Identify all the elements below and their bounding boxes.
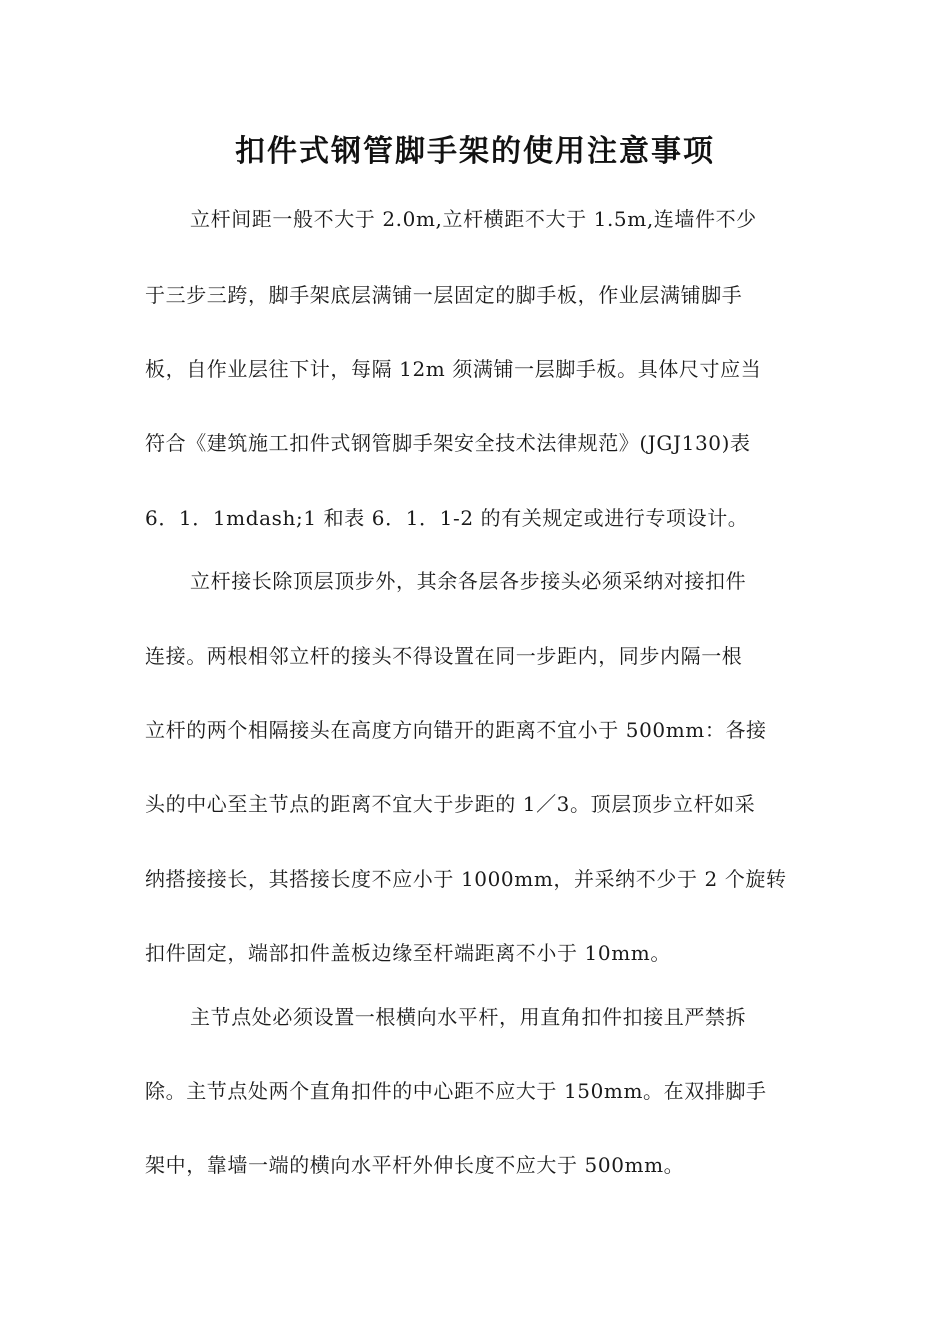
- paragraph-2-line-2: 连接。两根相邻立杆的接头不得设置在同一步距内，同步内隔一根: [145, 644, 743, 668]
- paragraph-1-line-2: 于三步三跨，脚手架底层满铺一层固定的脚手板，作业层满铺脚手: [145, 283, 743, 307]
- paragraph-1-line-1: 立杆间距一般不大于 2.0m,立杆横距不大于 1.5m,连墙件不少: [190, 207, 757, 231]
- paragraph-2-line-6: 扣件固定，端部扣件盖板边缘至杆端距离不小于 10mm。: [145, 941, 671, 965]
- paragraph-2-line-1: 立杆接长除顶层顶步外，其余各层各步接头必须采纳对接扣件: [190, 569, 747, 593]
- paragraph-2-line-3: 立杆的两个相隔接头在高度方向错开的距离不宜小于 500mm：各接: [145, 718, 767, 742]
- paragraph-2-line-5: 纳搭接接长，其搭接长度不应小于 1000mm，并采纳不少于 2 个旋转: [145, 867, 787, 891]
- paragraph-1-line-4: 符合《建筑施工扣件式钢管脚手架安全技术法律规范》(JGJ130)表: [145, 431, 751, 455]
- paragraph-1-line-5: 6．1．1mdash;1 和表 6．1．1-2 的有关规定或进行专项设计。: [145, 506, 749, 530]
- document-title: 扣件式钢管脚手架的使用注意事项: [235, 134, 715, 169]
- paragraph-2-line-4: 头的中心至主节点的距离不宜大于步距的 1／3。顶层顶步立杆如采: [145, 792, 756, 816]
- paragraph-3-line-2: 除。主节点处两个直角扣件的中心距不应大于 150mm。在双排脚手: [145, 1079, 767, 1103]
- paragraph-3-line-1: 主节点处必须设置一根横向水平杆，用直角扣件扣接且严禁拆: [190, 1005, 747, 1029]
- paragraph-3-line-3: 架中，靠墙一端的横向水平杆外伸长度不应大于 500mm。: [145, 1153, 685, 1177]
- paragraph-1-line-3: 板，自作业层往下计，每隔 12m 须满铺一层脚手板。具体尺寸应当: [145, 357, 762, 381]
